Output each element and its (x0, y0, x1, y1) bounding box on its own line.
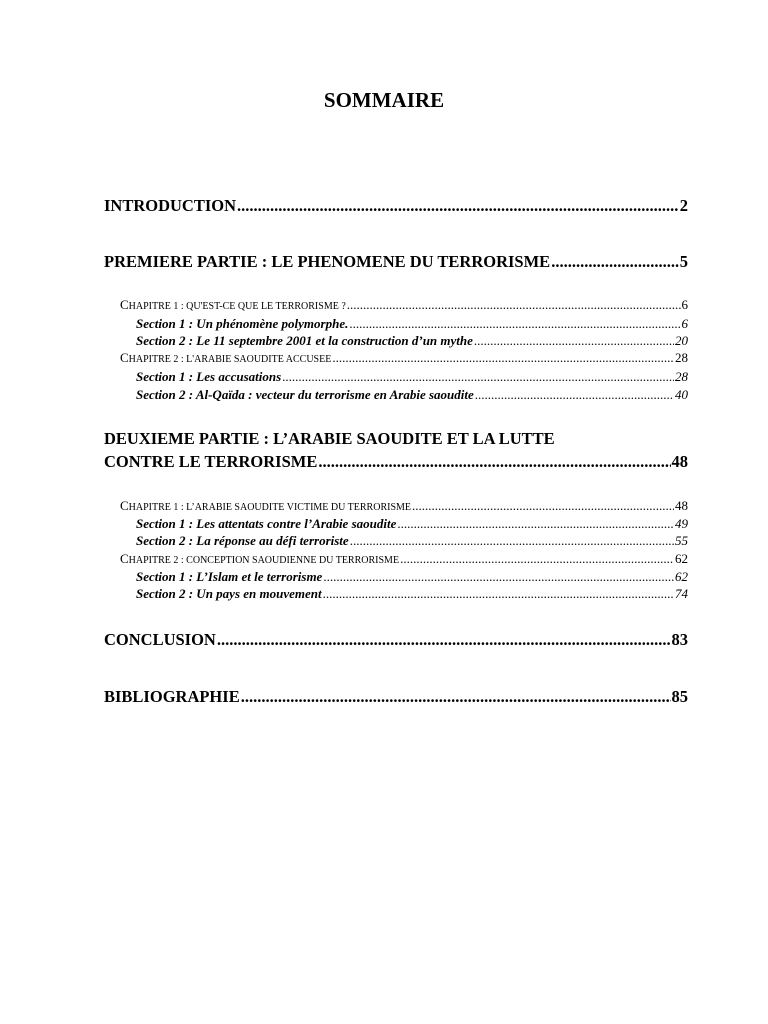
leader-dots (349, 316, 680, 332)
toc-label: Section 1 : Un phénomène polymorphe. (136, 316, 349, 331)
toc-label: Section 1 : L’Islam et le terrorisme (136, 569, 323, 584)
toc-label: Section 1 : Les attentats contre l’Arabie saoudite (136, 516, 397, 531)
leader-dots (237, 196, 679, 216)
toc-label: INTRODUCTION (104, 196, 237, 215)
leader-dots (400, 551, 674, 567)
toc-label: CONCLUSION (104, 630, 216, 649)
toc-label: BIBLIOGRAPHIE (104, 687, 240, 706)
toc-page-number: 49 (675, 516, 688, 531)
toc-entry-bibliographie[interactable] (104, 687, 688, 707)
leader-dots (318, 452, 670, 472)
leader-dots (332, 350, 674, 366)
toc-entry-p1-ch2-section-1[interactable] (136, 369, 688, 385)
leader-dots (347, 297, 681, 313)
toc-entry-p1-chapter-2[interactable] (120, 350, 688, 366)
toc-page-number: 74 (675, 586, 688, 601)
toc-entry-p1-ch1-section-2[interactable] (136, 333, 688, 349)
toc-page-number: 28 (675, 350, 688, 365)
toc-entry-p2-chapter-1[interactable] (120, 498, 688, 514)
toc-page-number: 55 (675, 533, 688, 548)
toc-page-number: 62 (675, 551, 688, 566)
toc-entry-p2-ch1-section-2[interactable] (136, 533, 688, 549)
toc-label: CHAPITRE 1 : L’ARABIE SAOUDITE VICTIME DU TERRORISME (120, 498, 411, 513)
toc-label: Section 2 : La réponse au défi terroriste (136, 533, 349, 548)
toc-entry-p2-ch1-section-1[interactable] (136, 516, 688, 532)
toc-entry-part-1[interactable] (104, 252, 688, 272)
leader-dots (475, 387, 674, 403)
leader-dots (350, 533, 674, 549)
toc-entry-p1-ch2-section-2[interactable] (136, 387, 688, 403)
toc-entry-p2-ch2-section-1[interactable] (136, 569, 688, 585)
toc-label: Section 2 : Un pays en mouvement (136, 586, 322, 601)
toc-label: Section 2 : Al-Qaïda : vecteur du terrorisme en Arabie saoudite (136, 387, 474, 402)
toc-label: CHAPITRE 2 : L'ARABIE SAOUDITE ACCUSEE (120, 350, 332, 365)
toc-page-number: 6 (681, 297, 688, 312)
toc-entry-part-2[interactable] (104, 452, 688, 472)
leader-dots (323, 569, 674, 585)
toc-page-number: 28 (675, 369, 688, 384)
leader-dots (551, 252, 679, 272)
toc-label: CHAPITRE 1 : QU'EST-CE QUE LE TERRORISME ? (120, 297, 346, 312)
toc-page-number: 20 (675, 333, 688, 348)
toc-page-number: 62 (675, 569, 688, 584)
toc-entry-introduction[interactable] (104, 196, 688, 216)
toc-page-number: 5 (679, 252, 688, 271)
toc-page-number: 85 (671, 687, 688, 706)
toc-label: CHAPITRE 2 : CONCEPTION SAOUDIENNE DU TERRORISME (120, 551, 400, 566)
toc-label: Section 2 : Le 11 septembre 2001 et la construction d’un mythe (136, 333, 473, 348)
leader-dots (412, 498, 674, 514)
toc-entry-p2-ch2-section-2[interactable] (136, 586, 688, 602)
leader-dots (474, 333, 674, 349)
toc-entry-p1-ch1-section-1[interactable] (136, 316, 688, 332)
toc-entry-part-2-line-1[interactable]: DEUXIEME PARTIE : L’ARABIE SAOUDITE ET LA LUTTE (104, 429, 555, 448)
leader-dots (217, 630, 671, 650)
toc-page-number: 48 (671, 452, 688, 471)
toc-entry-conclusion[interactable] (104, 630, 688, 650)
toc-page-number: 40 (675, 387, 688, 402)
toc-label: Section 1 : Les accusations (136, 369, 282, 384)
toc-page-number: 6 (681, 316, 688, 331)
toc-label: CONTRE LE TERRORISME (104, 452, 318, 471)
toc-label: PREMIERE PARTIE : LE PHENOMENE DU TERRORISME (104, 252, 551, 271)
leader-dots (282, 369, 674, 385)
toc-page-number: 48 (675, 498, 688, 513)
toc-entry-p2-chapter-2[interactable] (120, 551, 688, 567)
leader-dots (323, 586, 674, 602)
toc-page-number: 83 (671, 630, 688, 649)
toc-entry-p1-chapter-1[interactable] (120, 297, 688, 313)
toc-page-number: 2 (679, 196, 688, 215)
leader-dots (397, 516, 674, 532)
leader-dots (241, 687, 671, 707)
page-title: SOMMAIRE (323, 88, 445, 112)
